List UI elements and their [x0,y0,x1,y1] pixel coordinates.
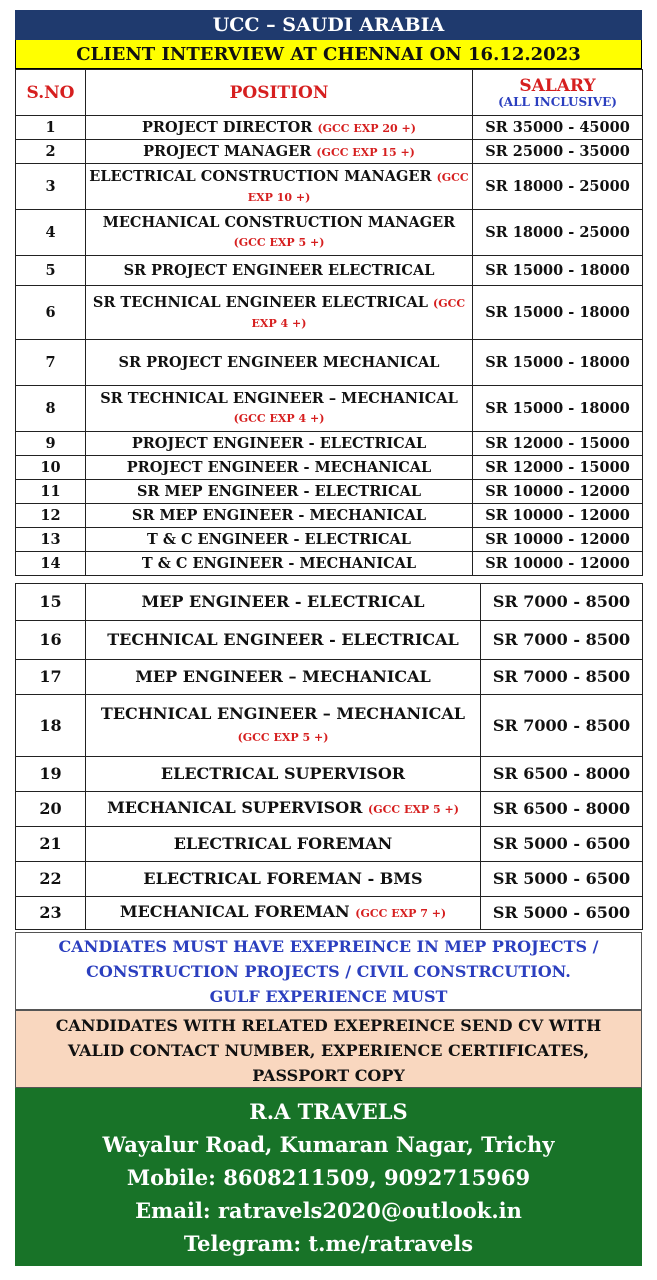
table-row [16,827,643,862]
salary-cell: SR 10000 - 12000 [473,480,643,504]
gcc-experience-note: (GCC EXP 15 +) [316,145,415,159]
mobile-numbers: Mobile: 8608211509, 9092715969 [126,1165,531,1190]
salary-cell: SR 5000 - 6500 [481,862,643,897]
row-serial-number: 15 [16,584,86,621]
row-serial-number: 5 [16,256,86,286]
position-cell [86,340,473,386]
salary-cell: SR 25000 - 35000 [473,140,643,164]
position-title: ELECTRICAL FOREMAN - BMS [143,869,423,888]
position-title: ELECTRICAL SUPERVISOR [160,764,406,783]
position-cell [86,695,481,757]
salary-cell: SR 7000 - 8500 [481,621,643,660]
row-serial-number: 13 [16,528,86,552]
position-cell [86,116,473,140]
requirement-line: GULF EXPERIENCE MUST [209,987,448,1006]
position-cell [86,827,481,862]
row-serial-number: 10 [16,456,86,480]
gcc-experience-note: (GCC EXP 5 +) [233,236,325,249]
salary-header-label: SALARY [519,76,596,96]
position-cell [86,862,481,897]
table-row [16,210,643,256]
position-title: ELECTRICAL FOREMAN [173,834,393,853]
table-row [16,386,643,432]
position-cell [86,660,481,695]
salary-cell: SR 10000 - 12000 [473,504,643,528]
salary-cell: SR 18000 - 25000 [473,210,643,256]
position-title: MECHANICAL SUPERVISOR [107,798,363,817]
salary-cell: SR 18000 - 25000 [473,164,643,210]
salary-cell: SR 15000 - 18000 [473,286,643,340]
salary-cell: SR 15000 - 18000 [473,386,643,432]
table-row [16,480,643,504]
position-title: T & C ENGINEER - MECHANICAL [141,555,417,572]
salary-cell: SR 6500 - 8000 [481,757,643,792]
table-row [16,862,643,897]
position-cell [86,504,473,528]
table-row [16,528,643,552]
position-cell [86,757,481,792]
position-cell [86,286,473,340]
agency-address: Wayalur Road, Kumaran Nagar, Trichy [102,1132,555,1157]
position-title: SR TECHNICAL ENGINEER – MECHANICAL [100,390,458,407]
interview-subtitle: CLIENT INTERVIEW AT CHENNAI ON 16.12.2023 [15,40,642,69]
row-serial-number: 19 [16,757,86,792]
sno-header: S.NO [16,70,86,116]
gcc-experience-note: (GCC EXP 5 +) [368,803,459,816]
gcc-experience-note: (GCC EXP 7 +) [355,907,447,920]
position-cell [86,140,473,164]
row-serial-number: 2 [16,140,86,164]
row-serial-number: 14 [16,552,86,576]
gcc-experience-note: (GCC EXP 20 +) [317,121,416,135]
position-cell [86,210,473,256]
row-serial-number: 3 [16,164,86,210]
gcc-experience-note: (GCC EXP 4 +) [233,412,325,425]
table-row [16,621,643,660]
table-row [16,660,643,695]
position-title: PROJECT ENGINEER - MECHANICAL [126,459,432,476]
apply-line: VALID CONTACT NUMBER, EXPERIENCE CERTIFICATES, [67,1041,590,1060]
position-cell [86,480,473,504]
salary-cell: SR 6500 - 8000 [481,792,643,827]
position-cell [86,528,473,552]
salary-cell: SR 5000 - 6500 [481,897,643,930]
table-row [16,552,643,576]
position-cell [86,552,473,576]
position-cell [86,386,473,432]
row-serial-number: 18 [16,695,86,757]
position-title: SR PROJECT ENGINEER ELECTRICAL [123,262,435,279]
position-cell [86,164,473,210]
row-serial-number: 12 [16,504,86,528]
table-row [16,584,643,621]
contact-panel [15,1088,642,1266]
position-title: PROJECT MANAGER [143,142,312,160]
salary-cell: SR 10000 - 12000 [473,528,643,552]
position-header: POSITION [86,70,473,116]
application-instructions [15,1010,642,1088]
position-title: MECHANICAL FOREMAN [119,902,350,921]
position-title: T & C ENGINEER - ELECTRICAL [146,531,411,548]
position-title: ELECTRICAL CONSTRUCTION MANAGER [89,167,432,185]
position-cell [86,456,473,480]
row-serial-number: 11 [16,480,86,504]
position-title: MECHANICAL CONSTRUCTION MANAGER [102,214,456,231]
gcc-experience-note: (GCC EXP 10 +) [247,170,469,204]
email-address: Email: ratravels2020@outlook.in [135,1198,522,1223]
position-title: SR PROJECT ENGINEER MECHANICAL [118,354,440,371]
table-row [16,116,643,140]
row-serial-number: 16 [16,621,86,660]
requirement-line: CONSTRUCTION PROJECTS / CIVIL CONSTRCUTION. [86,962,571,981]
table-row [16,286,643,340]
row-serial-number: 20 [16,792,86,827]
salary-cell: SR 12000 - 15000 [473,456,643,480]
table-row [16,456,643,480]
salary-cell: SR 5000 - 6500 [481,827,643,862]
table-row [16,695,643,757]
row-serial-number: 8 [16,386,86,432]
row-serial-number: 9 [16,432,86,456]
table-header-row [16,70,643,116]
positions-table-upper [15,69,643,576]
salary-cell: SR 7000 - 8500 [481,584,643,621]
salary-cell: SR 12000 - 15000 [473,432,643,456]
position-title: MEP ENGINEER - ELECTRICAL [141,592,425,611]
position-title: SR MEP ENGINEER - ELECTRICAL [136,483,422,500]
salary-cell: SR 15000 - 18000 [473,340,643,386]
position-cell [86,897,481,930]
apply-line: PASSPORT COPY [252,1066,405,1085]
experience-requirement-note [15,932,642,1010]
table-row [16,792,643,827]
row-serial-number: 17 [16,660,86,695]
position-cell [86,256,473,286]
table-row [16,164,643,210]
positions-table-lower [15,583,643,930]
requirement-line: CANDIATES MUST HAVE EXEPREINCE IN MEP PROJECTS / [58,937,599,956]
agency-name: R.A TRAVELS [249,1099,408,1124]
table-row [16,897,643,930]
page-title: UCC – SAUDI ARABIA [15,10,642,40]
row-serial-number: 6 [16,286,86,340]
telegram-link: Telegram: t.me/ratravels [183,1231,474,1256]
gcc-experience-note: (GCC EXP 5 +) [237,730,329,744]
row-serial-number: 23 [16,897,86,930]
table-row [16,432,643,456]
position-cell [86,432,473,456]
salary-cell: SR 10000 - 12000 [473,552,643,576]
table-row [16,504,643,528]
position-title: PROJECT ENGINEER - ELECTRICAL [131,435,427,452]
position-cell [86,584,481,621]
table-row [16,256,643,286]
position-cell [86,621,481,660]
position-cell [86,792,481,827]
row-serial-number: 1 [16,116,86,140]
salary-cell: SR 35000 - 45000 [473,116,643,140]
salary-header [473,70,643,116]
position-title: TECHNICAL ENGINEER - ELECTRICAL [107,630,459,649]
position-title: SR MEP ENGINEER - MECHANICAL [131,507,427,524]
position-title: TECHNICAL ENGINEER – MECHANICAL [100,703,466,723]
apply-line: CANDIDATES WITH RELATED EXEPREINCE SEND CV WITH [55,1016,602,1035]
table-row [16,140,643,164]
position-title: PROJECT DIRECTOR [142,118,313,136]
salary-cell: SR 15000 - 18000 [473,256,643,286]
position-title: MEP ENGINEER – MECHANICAL [135,667,431,686]
salary-header-note: (ALL INCLUSIVE) [498,95,617,109]
table-row [16,340,643,386]
salary-cell: SR 7000 - 8500 [481,660,643,695]
row-serial-number: 21 [16,827,86,862]
gcc-experience-note: (GCC EXP 4 +) [251,296,466,330]
position-title: SR TECHNICAL ENGINEER ELECTRICAL [92,293,428,311]
row-serial-number: 7 [16,340,86,386]
row-serial-number: 22 [16,862,86,897]
table-row [16,757,643,792]
salary-cell: SR 7000 - 8500 [481,695,643,757]
row-serial-number: 4 [16,210,86,256]
